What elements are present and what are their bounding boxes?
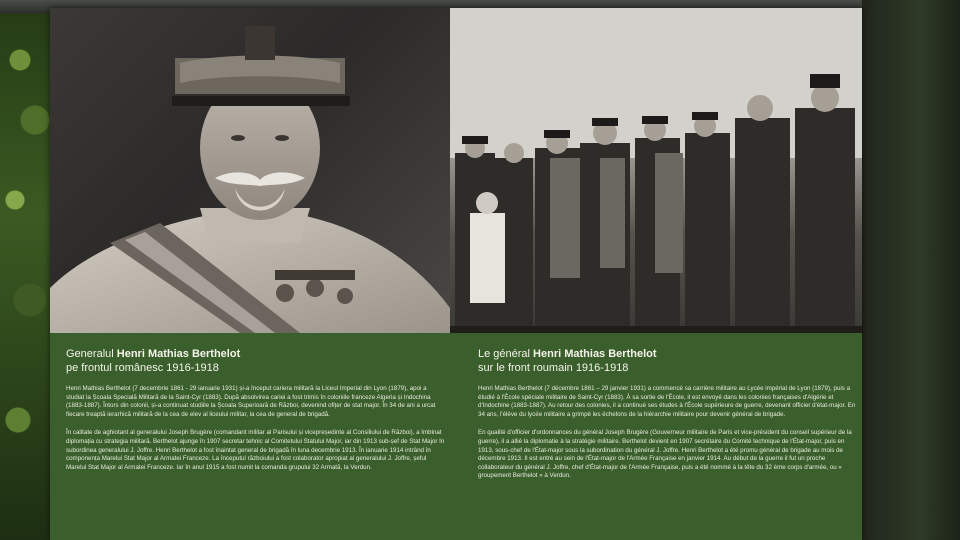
romanian-heading-sub: pe frontul românesc 1916-1918 <box>66 362 219 374</box>
text-panel <box>50 333 862 540</box>
romanian-paragraph-2: În calitate de aghiotant al generalului Joseph Brugère (comandant militar al Parisului și vicepreședinte al Consiliului de Război), a îmbinat diplomația cu strategia militară. Berthelot ajunge în 1907 secretar tehnic al Comitetului Statului Major, iar din 1913 sub-șef de Stat Major în subordinea generalului J. Joffre. Henri Berthelot a fost înaintat general de brigadă în luna decembrie 1913. În ianuarie 1914 intrând în componența Marelui Stat Major al Armatei Franceze. La începutul războiului a fost colaborator apropiat al generalului J. Joffre, șeful Marelui Stat Major al Armatei Franceze. Iar în anul 1915 a fost numit la comanda grupului 32 Armată, la Verdun. <box>66 429 445 471</box>
portrait-photo <box>50 8 450 333</box>
french-column <box>478 347 858 481</box>
romanian-paragraph-1: Henri Mathias Berthelot (7 decembrie 1861 - 29 ianuarie 1931) și-a început cariera militară la Liceul Imperial din Lyon (1879), apoi a studiat la Școala Specială Militară de la Saint-Cyr (1883). După absolvirea cariei a fost trimis în coloniile franceze Algeria și Indochina (1883-1887). Întors din colonii, și-a continuat studiile la Școala Superioară de Război, devenind ofițer de stat major. În 34 de ani a urcat fiecare treaptă ierarhică militară de la cea de elev al liceului militar, la cea de general de brigadă. <box>66 385 436 418</box>
right-background <box>862 0 960 540</box>
french-paragraph-1: Henri Mathias Berthelot (7 décembre 1861 – 29 janvier 1931) a commencé sa carrière militaire au Lycée impérial de Lyon (1879), puis a étudié à l'École spéciale militaire de Saint-Cyr (1883). À sa sortie de l'École, il est envoyé dans les colonies françaises d'Algérie et d'Indochine (1883-1887). Au retour des colonies, il a continué ses études à l'École supérieure de guerre, devenant officier d'état-major. En 34 ans, l'élève du lycée militaire a grimpé les échelons de la hiérarchie militaire pour devenir général de brigade. <box>478 385 856 418</box>
french-heading-name: Henri Mathias Berthelot <box>533 348 657 360</box>
romanian-heading <box>66 347 446 375</box>
portrait-illustration <box>50 8 450 333</box>
information-board <box>50 8 862 540</box>
romanian-heading-name: Henri Mathias Berthelot <box>116 348 241 360</box>
romanian-heading-prefix: Generalul <box>66 348 117 360</box>
french-heading <box>478 347 858 375</box>
crowd-illustration <box>450 8 862 333</box>
romanian-column <box>66 347 446 472</box>
french-paragraph-2: En qualité d'officier d'ordonnances du général Joseph Brugère (Gouverneur militaire de Paris et vice-président du conseil supérieur de la guerre), il a allié la diplomatie à la stratégie militaire. Berthelot devient en 1907 secrétaire du Comité technique de l'État-major, puis en 1913, sous-chef de l'État-major sous la subordination du général J. Joffre. Henri Berthelot a été promu général de brigade au mois de décembre 1913. Il est entré au sein de l'État-major de l'Armée Française en janvier 1914. Au début de la guerre il fut un proche collaborateur du général J. Joffre, chef d'État-major de l'Armée Française, puis a été nommé à la tête du 32 ème corps d'armée, ou « groupement Berthelot » à Verdun. <box>478 429 852 480</box>
group-photo <box>450 8 862 333</box>
french-heading-prefix: Le général <box>478 348 534 360</box>
french-heading-sub: sur le front roumain 1916-1918 <box>478 362 629 374</box>
